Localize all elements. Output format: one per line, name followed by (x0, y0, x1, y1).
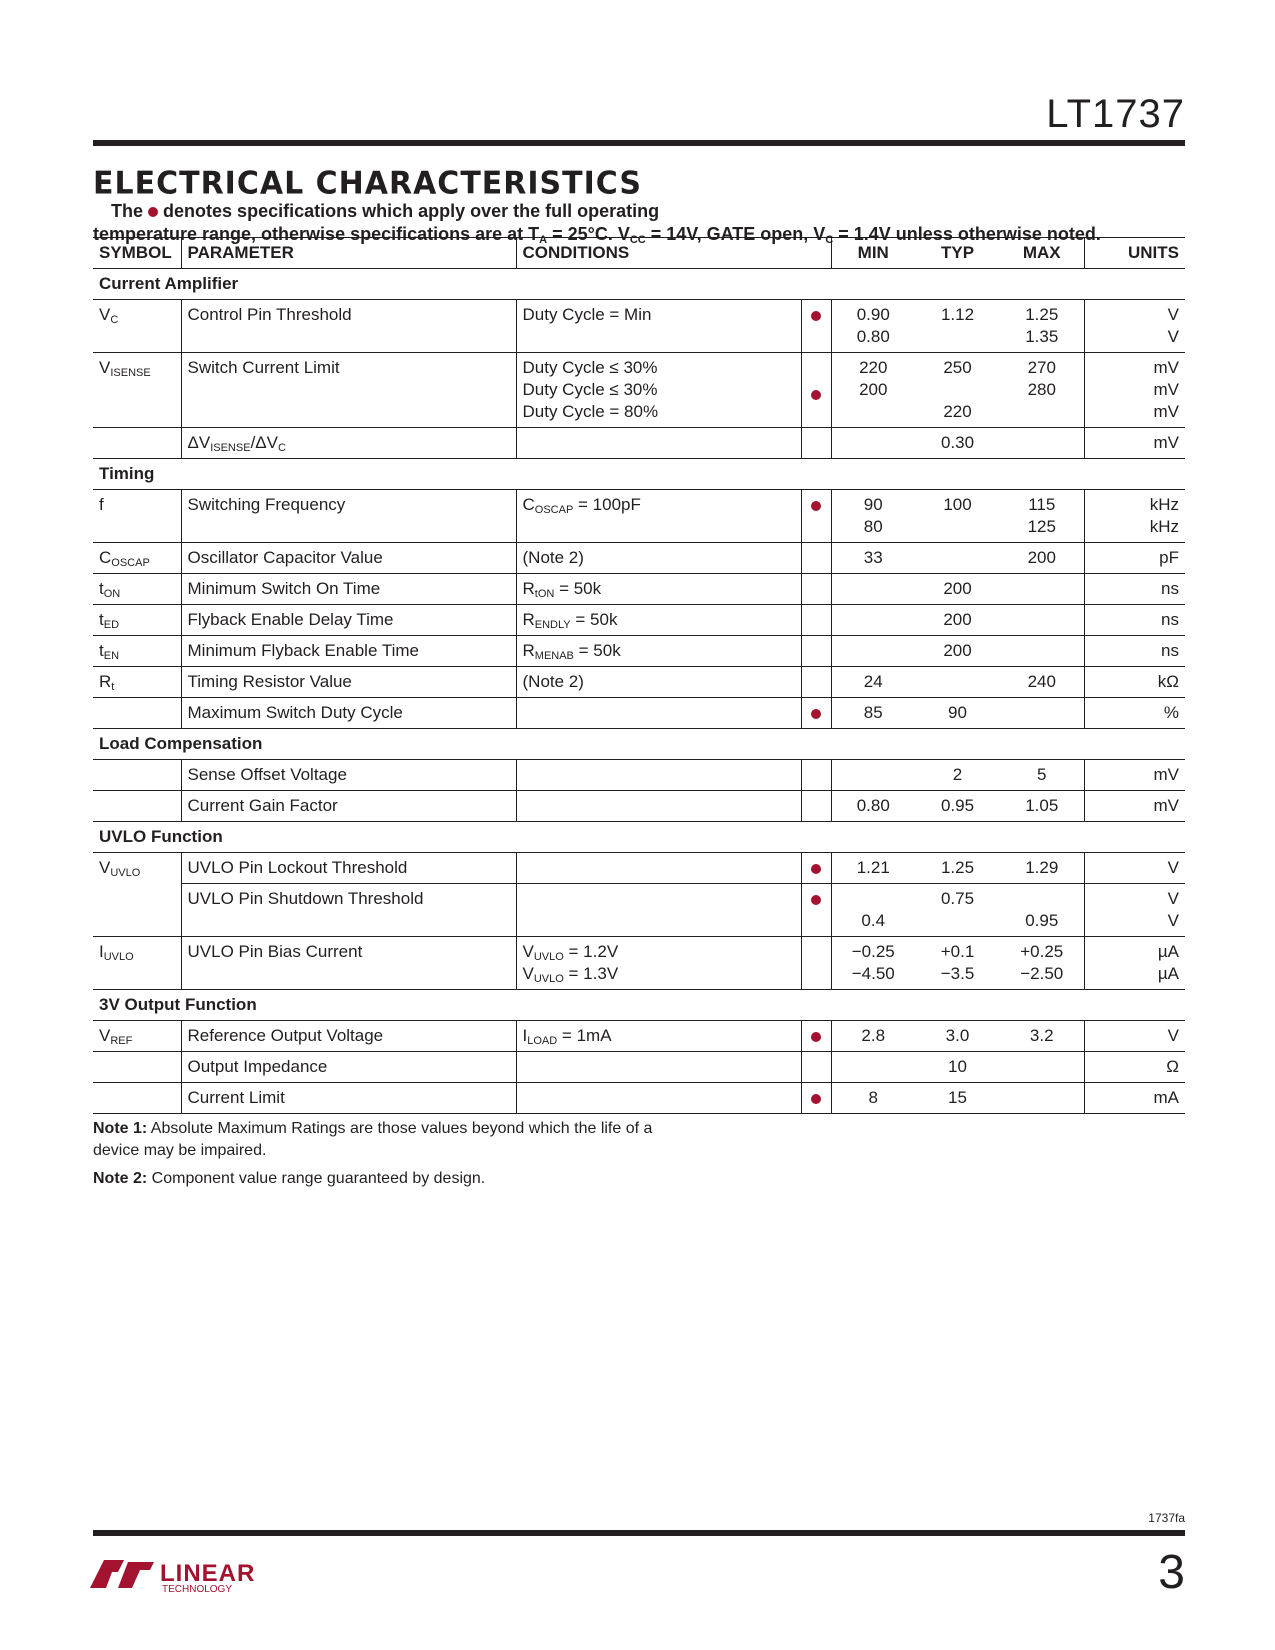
symbol-cell (93, 791, 181, 822)
units-cell: kΩ (1084, 667, 1185, 698)
max-cell: +0.25 −2.50 (1000, 937, 1084, 990)
parameter-cell: Minimum Switch On Time (181, 574, 516, 605)
conditions-cell (516, 791, 801, 822)
symbol-cell: $V_C$ (93, 300, 181, 353)
conditions-cell (516, 698, 801, 729)
category-row: Load Compensation (93, 729, 1185, 760)
symbol-cell: $R_t$ (93, 667, 181, 698)
symbol-cell: $t_{ON}$ (93, 574, 181, 605)
symbol-cell (93, 698, 181, 729)
conditions-cell: (Note 2) (516, 667, 801, 698)
col-symbol: SYMBOL (93, 238, 181, 269)
symbol-cell: $V_{ISENSE}$ (93, 353, 181, 428)
full-range-dot-cell (801, 490, 831, 543)
conditions-cell (516, 1052, 801, 1083)
full-range-dot-cell (801, 791, 831, 822)
bullet-dot-icon (811, 390, 821, 400)
parameter-cell: Current Limit (181, 1083, 516, 1114)
note-2: Note 2: Component value range guaranteed by design. (93, 1170, 486, 1187)
conditions-cell (516, 1083, 801, 1114)
category-row: Timing (93, 459, 1185, 490)
parameter-cell: Flyback Enable Delay Time (181, 605, 516, 636)
units-cell: V (1084, 853, 1185, 884)
typ-cell: 1.25 (915, 853, 1000, 884)
units-cell: V V (1084, 300, 1185, 353)
parameter-cell: Reference Output Voltage (181, 1021, 516, 1052)
min-cell: 220 200 (831, 353, 915, 428)
full-range-dot-cell (801, 543, 831, 574)
units-cell: mV mV mV (1084, 353, 1185, 428)
full-range-dot-cell (801, 605, 831, 636)
full-range-dot-cell (801, 937, 831, 990)
parameter-cell: Timing Resistor Value (181, 667, 516, 698)
symbol-cell: $V_{REF}$ (93, 1021, 181, 1052)
min-cell: 8 (831, 1083, 915, 1114)
min-cell: 0.80 (831, 791, 915, 822)
bottom-rule (93, 1530, 1185, 1536)
symbol-cell (93, 1083, 181, 1114)
conditions-cell: Duty Cycle = Min (516, 300, 801, 353)
conditions-cell (516, 428, 801, 459)
max-cell: 115 125 (1000, 490, 1084, 543)
table-header-row (93, 238, 1185, 269)
typ-cell: 250 220 (915, 353, 1000, 428)
category-row: 3V Output Function (93, 990, 1185, 1021)
table-row (93, 791, 1185, 822)
parameter-cell: Minimum Flyback Enable Time (181, 636, 516, 667)
parameter-cell: Maximum Switch Duty Cycle (181, 698, 516, 729)
units-cell: mV (1084, 428, 1185, 459)
part-number: LT1737 (1046, 92, 1185, 136)
parameter-cell: Control Pin Threshold (181, 300, 516, 353)
category-row: Current Amplifier (93, 269, 1185, 300)
full-range-dot-cell (801, 428, 831, 459)
min-cell (831, 1052, 915, 1083)
conditions-cell: $V_{UVLO} = 1.2V$ $V_{UVLO} = 1.3V$ (516, 937, 801, 990)
max-cell (1000, 1083, 1084, 1114)
conditions-cell: $R_{ENDLY} = 50k$ (516, 605, 801, 636)
conditions-cell (516, 884, 801, 937)
full-range-dot-cell (801, 760, 831, 791)
min-cell (831, 574, 915, 605)
full-range-dot-cell (801, 636, 831, 667)
units-cell: pF (1084, 543, 1185, 574)
logo-subtext: TECHNOLOGY (162, 1584, 233, 1595)
note-1: Note 1: Absolute Maximum Ratings are those values beyond which the life of a device may be impaired. (93, 1120, 653, 1159)
col-parameter: PARAMETER (181, 238, 516, 269)
typ-cell: 15 (915, 1083, 1000, 1114)
max-cell: 3.2 (1000, 1021, 1084, 1052)
linear-technology-logo (88, 1548, 288, 1598)
units-cell: mA (1084, 1083, 1185, 1114)
symbol-cell (93, 760, 181, 791)
col-typ: TYP (915, 238, 1000, 269)
symbol-cell: $V_{UVLO}$ (93, 853, 181, 937)
logo-mark-right (118, 1562, 154, 1588)
logo-text: LINEAR (160, 1560, 256, 1587)
units-cell: kHz kHz (1084, 490, 1185, 543)
table-row (93, 884, 1185, 937)
units-cell: mV (1084, 791, 1185, 822)
max-cell (1000, 428, 1084, 459)
table-row (93, 605, 1185, 636)
units-cell: V (1084, 1021, 1185, 1052)
full-range-dot-cell (801, 1052, 831, 1083)
table-row (93, 574, 1185, 605)
bullet-dot-icon (811, 709, 821, 719)
symbol-cell: f (93, 490, 181, 543)
parameter-cell: Oscillator Capacitor Value (181, 543, 516, 574)
units-cell: ns (1084, 605, 1185, 636)
full-range-dot-cell (801, 698, 831, 729)
table-row (93, 428, 1185, 459)
parameter-cell: UVLO Pin Bias Current (181, 937, 516, 990)
full-range-dot-cell (801, 667, 831, 698)
symbol-cell (93, 1052, 181, 1083)
bullet-dot-icon (148, 207, 158, 217)
conditions-cell: $C_{OSCAP} = 100pF$ (516, 490, 801, 543)
units-cell: mV (1084, 760, 1185, 791)
section-header (93, 166, 1185, 245)
min-cell (831, 636, 915, 667)
table-row (93, 1021, 1185, 1052)
table-row (93, 490, 1185, 543)
min-cell: −0.25 −4.50 (831, 937, 915, 990)
page-number: 3 (1158, 1546, 1185, 1599)
top-rule (93, 140, 1185, 146)
table-row (93, 1083, 1185, 1114)
bullet-dot-icon (811, 1094, 821, 1104)
typ-cell: 0.95 (915, 791, 1000, 822)
units-cell: ns (1084, 574, 1185, 605)
min-cell: 0.4 (831, 884, 915, 937)
max-cell: 0.95 (1000, 884, 1084, 937)
units-cell: ns (1084, 636, 1185, 667)
full-range-dot-cell (801, 300, 831, 353)
table-row (93, 853, 1185, 884)
typ-cell: 3.0 (915, 1021, 1000, 1052)
doc-code: 1737fa (1148, 1511, 1185, 1525)
col-max: MAX (1000, 238, 1084, 269)
min-cell: 85 (831, 698, 915, 729)
conditions-cell: Duty Cycle ≤ 30% Duty Cycle ≤ 30% Duty Cycle = 80% (516, 353, 801, 428)
typ-cell: +0.1 −3.5 (915, 937, 1000, 990)
max-cell (1000, 574, 1084, 605)
units-cell: V V (1084, 884, 1185, 937)
intro-line-1: The denotes specifications which apply over the full operating (111, 201, 660, 221)
typ-cell: 200 (915, 605, 1000, 636)
typ-cell: 200 (915, 574, 1000, 605)
parameter-cell: UVLO Pin Lockout Threshold (181, 853, 516, 884)
typ-cell: 0.30 (915, 428, 1000, 459)
min-cell: 2.8 (831, 1021, 915, 1052)
col-conditions: CONDITIONS (516, 238, 801, 269)
min-cell (831, 605, 915, 636)
typ-cell (915, 667, 1000, 698)
typ-cell: 2 (915, 760, 1000, 791)
conditions-cell: $I_{LOAD} = 1mA$ (516, 1021, 801, 1052)
full-range-dot-cell (801, 853, 831, 884)
conditions-cell (516, 760, 801, 791)
conditions-cell (516, 853, 801, 884)
table-row (93, 300, 1185, 353)
bullet-dot-icon (811, 501, 821, 511)
typ-cell: 1.12 (915, 300, 1000, 353)
max-cell: 200 (1000, 543, 1084, 574)
units-cell: % (1084, 698, 1185, 729)
max-cell: 1.29 (1000, 853, 1084, 884)
parameter-cell: $\Delta V_{ISENSE}/\Delta V_C$ (181, 428, 516, 459)
spec-table (93, 237, 1185, 1114)
notes (93, 1118, 653, 1196)
full-range-dot-cell (801, 1083, 831, 1114)
col-dot (801, 238, 831, 269)
typ-cell: 90 (915, 698, 1000, 729)
symbol-cell: $C_{OSCAP}$ (93, 543, 181, 574)
parameter-cell: Switch Current Limit (181, 353, 516, 428)
bullet-dot-icon (811, 311, 821, 321)
symbol-cell (93, 428, 181, 459)
table-row (93, 698, 1185, 729)
parameter-cell: UVLO Pin Shutdown Threshold (181, 884, 516, 937)
full-range-dot-cell (801, 353, 831, 428)
table-row (93, 636, 1185, 667)
table-row (93, 543, 1185, 574)
max-cell (1000, 605, 1084, 636)
symbol-cell: $I_{UVLO}$ (93, 937, 181, 990)
min-cell (831, 760, 915, 791)
min-cell: 33 (831, 543, 915, 574)
min-cell: 0.90 0.80 (831, 300, 915, 353)
table-row (93, 937, 1185, 990)
min-cell (831, 428, 915, 459)
max-cell: 1.25 1.35 (1000, 300, 1084, 353)
max-cell: 240 (1000, 667, 1084, 698)
col-min: MIN (831, 238, 915, 269)
bullet-dot-icon (811, 895, 821, 905)
typ-cell: 200 (915, 636, 1000, 667)
table-row (93, 1052, 1185, 1083)
category-row: UVLO Function (93, 822, 1185, 853)
min-cell: 1.21 (831, 853, 915, 884)
parameter-cell: Sense Offset Voltage (181, 760, 516, 791)
min-cell: 24 (831, 667, 915, 698)
bullet-dot-icon (811, 864, 821, 874)
table-row (93, 353, 1185, 428)
full-range-dot-cell (801, 1021, 831, 1052)
full-range-dot-cell (801, 574, 831, 605)
conditions-cell: $R_{MENAB} = 50k$ (516, 636, 801, 667)
table-row (93, 667, 1185, 698)
symbol-cell: $t_{EN}$ (93, 636, 181, 667)
conditions-cell: $R_{tON} = 50k$ (516, 574, 801, 605)
max-cell: 1.05 (1000, 791, 1084, 822)
max-cell (1000, 698, 1084, 729)
max-cell: 5 (1000, 760, 1084, 791)
intro-line-2: temperature range, otherwise specifications are at $T_A = 25^\circ C$. $V_{CC} = 14V$, GATE open, $V_C = 1.4V$ unless otherwise noted. (93, 224, 1101, 246)
parameter-cell: Switching Frequency (181, 490, 516, 543)
col-units: UNITS (1084, 238, 1185, 269)
typ-cell: 100 (915, 490, 1000, 543)
max-cell (1000, 1052, 1084, 1083)
typ-cell: 10 (915, 1052, 1000, 1083)
table-row (93, 760, 1185, 791)
conditions-cell: (Note 2) (516, 543, 801, 574)
logo-mark-left (90, 1560, 124, 1588)
units-cell: µA µA (1084, 937, 1185, 990)
typ-cell: 0.75 (915, 884, 1000, 937)
min-cell: 90 80 (831, 490, 915, 543)
max-cell (1000, 636, 1084, 667)
bullet-dot-icon (811, 1032, 821, 1042)
max-cell: 270 280 (1000, 353, 1084, 428)
typ-cell (915, 543, 1000, 574)
units-cell: Ω (1084, 1052, 1185, 1083)
section-title: ELECTRICAL CHARACTERISTICS (93, 165, 642, 202)
full-range-dot-cell (801, 884, 831, 937)
parameter-cell: Current Gain Factor (181, 791, 516, 822)
symbol-cell: $t_{ED}$ (93, 605, 181, 636)
parameter-cell: Output Impedance (181, 1052, 516, 1083)
